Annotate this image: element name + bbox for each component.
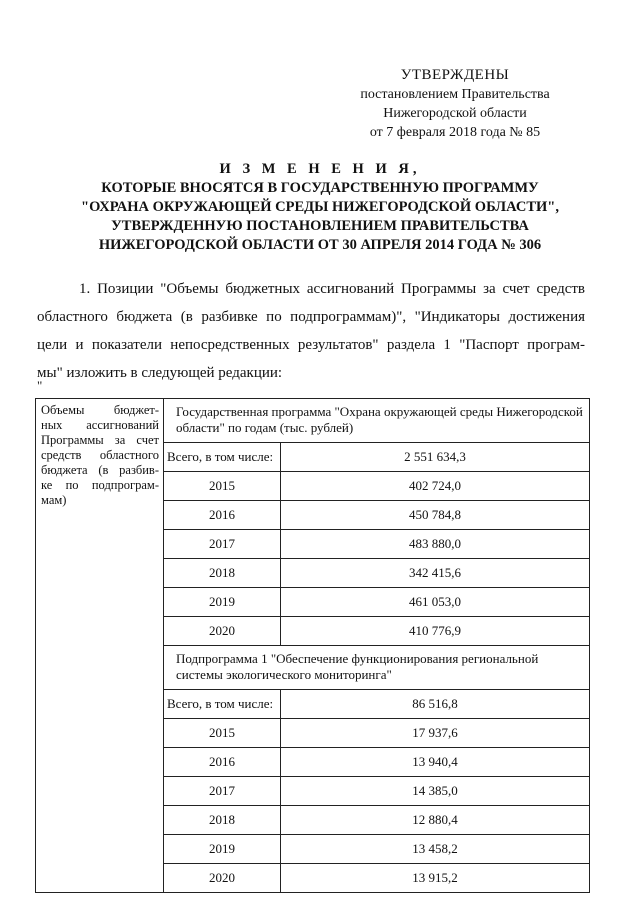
paragraph-line: областного бюджета (в разбивке по подпрограммам)", "Индикаторы достижения (37, 309, 585, 325)
position-label-line: Объемы бюджет- (41, 403, 159, 417)
title-line: НИЖЕГОРОДСКОЙ ОБЛАСТИ ОТ 30 АПРЕЛЯ 2014 ГОДА № 306 (98, 237, 542, 253)
section-header: Подпрограмма 1 "Обеспечение функционирования региональной системы экологического мониторинга" (164, 646, 590, 690)
year-cell: 2018 (164, 559, 281, 588)
year-cell: 2020 (164, 617, 281, 646)
title-line: И З М Е Н Е Н И Я, (219, 161, 421, 177)
value-cell: 13 940,4 (281, 748, 590, 777)
position-label-line: ке по подпрограм- (41, 478, 159, 492)
budget-table (35, 398, 590, 893)
total-label: Всего, в том числе: (164, 690, 281, 719)
year-cell: 2019 (164, 835, 281, 864)
year-cell: 2018 (164, 806, 281, 835)
total-value: 2 551 634,3 (281, 443, 590, 472)
document-title (30, 160, 610, 255)
value-cell: 450 784,8 (281, 501, 590, 530)
value-cell: 17 937,6 (281, 719, 590, 748)
year-cell: 2015 (164, 472, 281, 501)
approval-line: от 7 февраля 2018 года № 85 (369, 125, 541, 140)
budget-table-body (36, 399, 590, 893)
position-label-line: Программы за счет (41, 433, 159, 447)
position-label-line: средств областного (41, 448, 159, 462)
position-label-cell (36, 399, 164, 893)
total-value: 86 516,8 (281, 690, 590, 719)
section-header-row (36, 399, 590, 443)
position-label-line: мам) (41, 493, 67, 507)
opening-quote: " (37, 378, 43, 393)
paragraph-line: цели и показатели непосредственных результатов" раздела 1 "Паспорт програм- (37, 337, 585, 353)
approval-heading: УТВЕРЖДЕНЫ (400, 67, 510, 83)
value-cell: 13 915,2 (281, 864, 590, 893)
approval-line: Нижегородской области (383, 106, 527, 121)
paragraph-line: 1. Позиции "Объемы бюджетных ассигнований Программы за счет средств (79, 281, 585, 297)
value-cell: 402 724,0 (281, 472, 590, 501)
year-cell: 2015 (164, 719, 281, 748)
year-cell: 2016 (164, 501, 281, 530)
year-cell: 2020 (164, 864, 281, 893)
value-cell: 14 385,0 (281, 777, 590, 806)
position-label-line: ных ассигнований (41, 418, 159, 432)
total-label: Всего, в том числе: (164, 443, 281, 472)
value-cell: 410 776,9 (281, 617, 590, 646)
value-cell: 342 415,6 (281, 559, 590, 588)
approval-block (330, 66, 580, 142)
title-line: УТВЕРЖДЕННУЮ ПОСТАНОВЛЕНИЕМ ПРАВИТЕЛЬСТВА (111, 218, 529, 234)
year-cell: 2017 (164, 777, 281, 806)
value-cell: 461 053,0 (281, 588, 590, 617)
title-line: "ОХРАНА ОКРУЖАЮЩЕЙ СРЕДЫ НИЖЕГОРОДСКОЙ ОБЛАСТИ", (81, 199, 559, 215)
paragraph-line: мы" изложить в следующей редакции: (37, 365, 283, 381)
position-label-line: бюджета (в разбив- (41, 463, 159, 477)
year-cell: 2016 (164, 748, 281, 777)
section-header: Государственная программа "Охрана окружающей среды Нижегородской области" по годам (тыс. рублей) (164, 399, 590, 443)
value-cell: 12 880,4 (281, 806, 590, 835)
body-paragraph (37, 275, 585, 387)
value-cell: 13 458,2 (281, 835, 590, 864)
year-cell: 2019 (164, 588, 281, 617)
title-line: КОТОРЫЕ ВНОСЯТСЯ В ГОСУДАРСТВЕННУЮ ПРОГРАММУ (101, 180, 539, 196)
approval-line: постановлением Правительства (360, 87, 550, 102)
value-cell: 483 880,0 (281, 530, 590, 559)
year-cell: 2017 (164, 530, 281, 559)
